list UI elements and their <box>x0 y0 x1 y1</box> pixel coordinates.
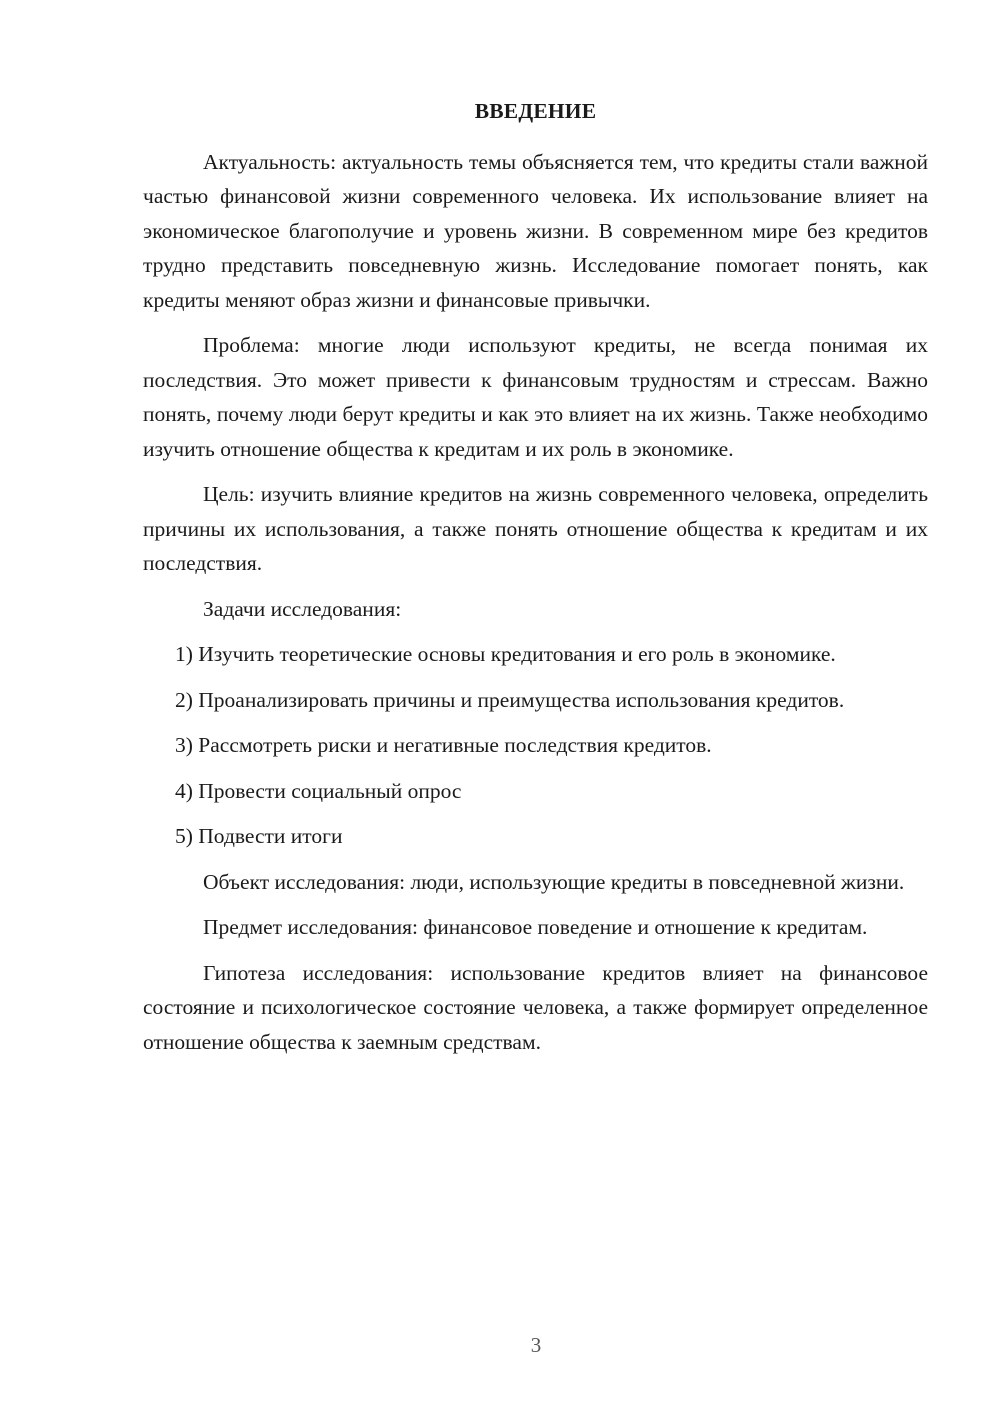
paragraph-problem: Проблема: многие люди используют кредиты, не всегда понимая их последствия. Это может привести к финансовым трудностям и стрессам. Важно понять, почему люди берут кредиты и как это влияет на их жизнь. Также необходимо изучить отношение общества к кредитам и их роль в экономике. <box>143 333 928 461</box>
paragraph-goal: Цель: изучить влияние кредитов на жизнь современного человека, определить причины их использования, а также понять отношение общества к кредитам и их последствия. <box>143 482 928 575</box>
task-item-1: 1) Изучить теоретические основы кредитования и его роль в экономике. <box>175 642 836 666</box>
task-item-5: 5) Подвести итоги <box>175 824 343 848</box>
task-item-4: 4) Провести социальный опрос <box>175 778 462 803</box>
task-item-3: 3) Рассмотреть риски и негативные последствия кредитов. <box>175 733 712 757</box>
section-heading: ВВЕДЕНИЕ <box>474 99 597 123</box>
tasks-title: Задачи исследования: <box>203 596 402 621</box>
paragraph-relevance: Актуальность: актуальность темы объясняется тем, что кредиты стали важной частью финансовой жизни современного человека. Их использование влияет на экономическое благополучие и уровень жизни. В современном мире без кредитов трудно представить повседневную жизнь. Исследование помогает понять, как кредиты меняют образ жизни и финансовые привычки. <box>143 149 928 312</box>
task-item-2: 2) Проанализировать причины и преимущества использования кредитов. <box>175 687 845 712</box>
paragraph-object: Объект исследования: люди, использующие кредиты в повседневной жизни. <box>203 869 905 894</box>
page-number: 3 <box>530 1333 542 1357</box>
document-page <box>143 94 928 1070</box>
paragraph-hypothesis: Гипотеза исследования: использование кредитов влияет на финансовое состояние и психологическое состояние человека, а также формирует определенное отношение общества к заемным средствам. <box>143 960 928 1054</box>
paragraph-subject: Предмет исследования: финансовое поведение и отношение к кредитам. <box>203 915 868 939</box>
